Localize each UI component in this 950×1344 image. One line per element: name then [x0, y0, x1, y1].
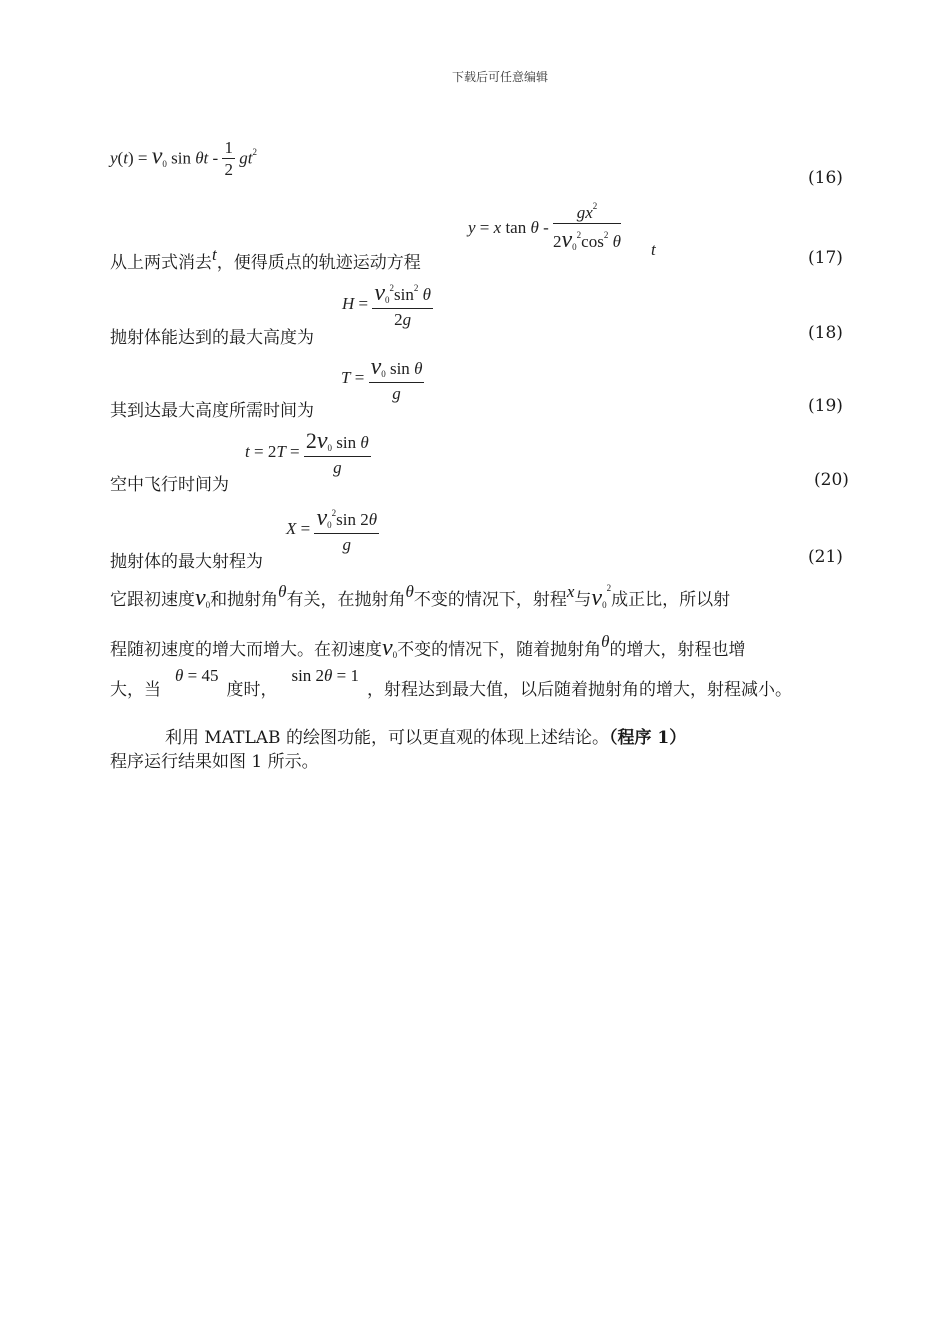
para-seg: 和抛射角	[210, 590, 279, 610]
math-x: x	[566, 582, 575, 601]
paragraph-matlab	[110, 723, 686, 748]
program-reference: （程序 1）	[608, 728, 687, 748]
paragraph-line-2	[110, 632, 746, 662]
equation-number-20: (20)	[814, 470, 849, 490]
math-v0: v0	[382, 635, 398, 661]
para-seg: ，射程达到最大值，以后随着抛射角的增大，射程减小。	[367, 680, 792, 700]
equation-16: y(t) = v0 sin θt - $\frac{1}{2}$ $gt^2$	[110, 138, 257, 180]
para-seg: 利用 MATLAB 的绘图功能，可以更直观的体现上述结论。	[165, 728, 609, 748]
para-seg: 有关，在抛射角	[286, 590, 406, 610]
paragraph-line-3	[110, 666, 792, 700]
equation-17: y = x tan θ - $\frac{gx^2}{2v0^2\cos^2 \theta}$	[468, 201, 621, 254]
para-seg: 大，当	[110, 680, 161, 700]
math-v0-squared: $v0^2$	[591, 583, 612, 611]
text-line-19: 其到达最大高度所需时间为	[110, 401, 314, 421]
para-seg: 它跟初速度	[110, 590, 195, 610]
text-line-17	[110, 245, 421, 273]
paragraph-result: 程序运行结果如图 1 所示。	[110, 752, 319, 772]
equation-21: X = $\frac{v0^2\sin 2\theta}{g}$	[286, 505, 378, 554]
equation-20: t = 2T = $\frac{\text{2v0 sin θ}}{g}$	[245, 428, 369, 477]
paragraph-line-1	[110, 582, 731, 612]
para-seg: 与	[574, 590, 592, 610]
equation-19: T = $\frac{\text{v0 sin θ}}{g}$	[341, 354, 423, 403]
math-sin-2theta-1: sin 2θ = 1	[291, 666, 359, 685]
equation-18: H = $\frac{v0^2\sin^2 \theta}{2g}$	[342, 280, 431, 329]
text-line-21: 抛射体的最大射程为	[110, 552, 263, 572]
para-seg: 度时，	[226, 680, 278, 700]
equation-number-21: (21)	[808, 547, 843, 567]
para-seg: 不变的情况下，随着抛射角	[397, 640, 602, 660]
equation-number-19: (19)	[808, 396, 843, 416]
math-theta: θ	[278, 582, 287, 601]
math-t-trailing: t	[651, 240, 656, 259]
text-line-20: 空中飞行时间为	[110, 475, 229, 495]
page-header: 下载后可任意编辑	[452, 70, 549, 84]
para-seg: 程随初速度的增大而增大。在初速度	[110, 640, 382, 660]
para-seg: 成正比，所以射	[611, 590, 731, 610]
math-theta: θ	[405, 582, 414, 601]
para-seg: 的增大，射程也增	[609, 640, 746, 660]
text-17b: ，便得质点的轨迹运动方程	[216, 253, 421, 273]
math-theta-45: θ = 45	[175, 666, 219, 685]
math-t: t	[212, 245, 217, 264]
equation-number-16: (16)	[808, 168, 843, 188]
text-line-18: 抛射体能达到的最大高度为	[110, 328, 314, 348]
text-17a: 从上两式消去	[110, 253, 212, 273]
equation-number-18: (18)	[808, 323, 843, 343]
math-theta: θ	[601, 632, 610, 651]
para-seg: 不变的情况下，射程	[413, 590, 567, 610]
equation-number-17: (17)	[808, 248, 843, 268]
math-v0: v0	[195, 585, 211, 611]
